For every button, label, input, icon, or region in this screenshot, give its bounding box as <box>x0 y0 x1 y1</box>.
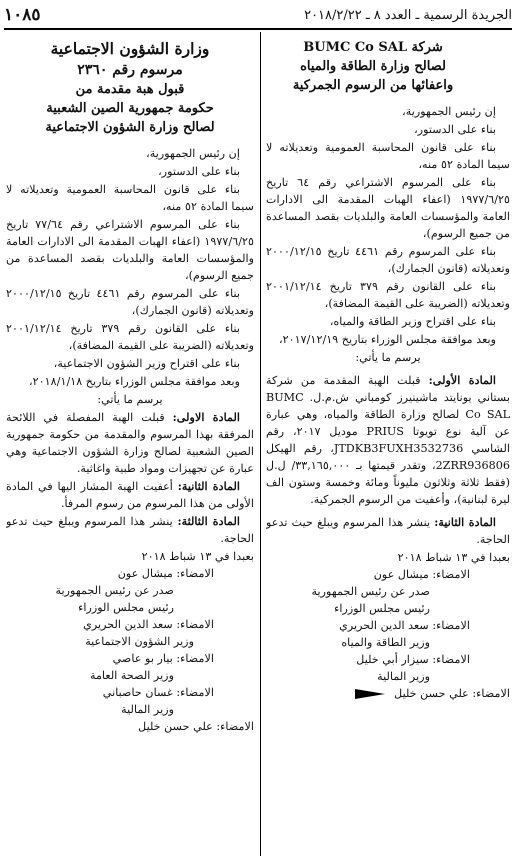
column-divider <box>260 32 261 856</box>
signing-date: بعبدا في ١٣ شباط ٢٠١٨ <box>397 551 510 564</box>
article-3 <box>6 513 254 547</box>
article-text: قبلت الهبة المقدمة من شركة بستاني يونايتد ماشينيرز كومباني ش.م.ل. BUMC Co SAL لصالح وزارة الطاقة والمياه، وهي عبارة عن آلية نوع تويوتا PRIUS موديل ٢٠١٧، رقم الشاسي JTDKB3FUXH3532736، رقم الهيكل 2ZRR936806، وتقدر قيمتها بـ ٣٣,١٦٥,٠٠٠/ ل.ل (فقط ثلاثة وثلاثون مليوناً ومائة وخمسة وستون الف ليرة لبنانية)، وأعفيت من الرسوم الجمركية. <box>266 374 510 506</box>
signature-role: وزير المالية <box>377 670 430 683</box>
article-text: أعفيت الهبة المشار اليها في المادة الأولى من هذا المرسوم من رسوم المرفأ. <box>6 480 254 510</box>
preamble-line: إن رئيس الجمهورية، <box>402 105 496 118</box>
preamble-line: بناء على الدستور، <box>414 123 496 136</box>
preamble-line: بناء على المرسوم رقم ٤٤٦١ تاريخ ٢٠٠٠/١٢/١٥ وتعديلاته (قانون الجمارك)، <box>6 287 254 317</box>
signature <box>266 685 510 702</box>
preamble-line: بناء على القانون رقم ٣٧٩ تاريخ ٢٠٠١/١٢/١٤ وتعديلاته (الضريبة على القيمة المضافة)، <box>6 322 254 352</box>
preamble-line: بناء على قانون المحاسبة العمومية وتعديلاته لا سيما المادة ٥٢ منه، <box>266 141 510 171</box>
signature: الامضاء: ميشال عون <box>373 568 470 581</box>
title-line: حكومة جمهورية الصين الشعبية <box>46 101 214 116</box>
signature: الامضاء: سعد الدين الحريري <box>339 619 470 632</box>
running-header: الجريدة الرسمية ـ العدد ٨ ـ ٢٠١٨/٢/٢٢ <box>304 7 512 23</box>
signature-title: صدر عن رئيس الجمهورية <box>55 584 174 597</box>
preamble-line: وبعد موافقة مجلس الوزراء بتاريخ ٢٠١٧/١٢/١٩، <box>279 333 496 346</box>
article-2 <box>266 514 510 548</box>
preamble-line: بناء على المرسوم الاشتراعي رقم ٧٧/٦٤ تاريخ ١٩٧٧/٦/٢٥ (اعفاء الهبات المقدمة الى الادارات العامة والمؤسسات العامة والبلديات بقصد المساعدة من جميع الرسوم)، <box>6 218 254 282</box>
decree-title-right <box>266 38 510 95</box>
page-header <box>4 4 512 26</box>
signature-role: وزير المالية <box>121 703 174 716</box>
ministry-title: وزارة الشؤون الاجتماعية <box>50 39 210 58</box>
page-number: ١٠٨٥ <box>4 5 41 25</box>
article-2 <box>6 478 254 512</box>
article-label: المادة الثالثة: <box>177 514 240 528</box>
preamble-line: بناء على اقتراح وزير الطاقة والمياه، <box>329 315 496 328</box>
signature-name: الامضاء: علي حسن خليل <box>394 687 510 700</box>
article-text: قبلت الهبة المفصلة في اللائحة المرفقة بهذا المرسوم والمقدمة من حكومة جمهورية الصين الشعبية لصالح وزارة الشؤون الاجتماعية وهي عبارة عن تجهيزات ومواد طبية واغاثية. <box>6 411 254 475</box>
article-1 <box>266 372 510 508</box>
preamble-line: وبعد موافقة مجلس الوزراء بتاريخ ٢٠١٨/١/١٨، <box>29 375 240 388</box>
title-line: قبول هبة مقدمة من <box>75 82 185 97</box>
signature: الامضاء: بيار بو عاصي <box>112 652 214 665</box>
article-label: المادة الاولى: <box>172 410 240 424</box>
signature-role: رئيس مجلس الوزراء <box>334 602 430 615</box>
title-line: واعفائها من الرسوم الجمركية <box>292 78 454 93</box>
signature-role: وزير الصحة العامة <box>90 669 174 682</box>
signature: الامضاء: ميشال عون <box>117 567 214 580</box>
article-label: المادة الثانية: <box>434 515 496 529</box>
preamble-line: بناء على المرسوم رقم ٤٤٦١ تاريخ ٢٠٠٠/١٢/١٥ وتعديلاته (قانون الجمارك)، <box>266 245 510 275</box>
signature: الامضاء: سيزار أبي خليل <box>356 653 470 666</box>
preamble-line: بناء على قانون المحاسبة العمومية وتعديلاته لا سيما المادة ٥٢ منه، <box>6 183 254 213</box>
decree-title-left <box>6 38 254 137</box>
article-label: المادة الثانية: <box>177 479 240 493</box>
decree-number: مرسوم رقم ٢٣٦٠ <box>77 62 183 78</box>
title-line: لصالح وزارة الشؤون الاجتماعية <box>45 120 215 135</box>
signature: الامضاء: علي حسن خليل <box>138 720 254 733</box>
signature-role: وزير الشؤون الاجتماعية <box>85 635 194 648</box>
article-1 <box>6 409 254 477</box>
header-rule <box>4 28 512 30</box>
preamble-line: بناء على القانون رقم ٣٧٩ تاريخ ٢٠٠١/١٢/١٤ وتعديلاته (الضريبة على القيمة المضافة)، <box>266 280 510 310</box>
preamble-line: بناء على الدستور، <box>158 165 240 178</box>
preamble-line: بناء على اقتراح وزير الشؤون الاجتماعية، <box>53 357 240 370</box>
article-label: المادة الأولى: <box>428 373 497 387</box>
preamble-line: بناء على المرسوم الاشتراعي رقم ٦٤ تاريخ ١٩٧٧/٦/٢٥ (اعفاء الهبات المقدمة الى الادارات العامة والمؤسسات العامة والبلديات بقصد المساعدة من جميع الرسوم)، <box>266 176 510 240</box>
right-column <box>266 32 510 856</box>
signature: الامضاء: غسان حاصباني <box>102 686 214 699</box>
signature: الامضاء: سعد الدين الحريري <box>83 618 214 631</box>
signature-role: رئيس مجلس الوزراء <box>78 601 174 614</box>
title-line: لصالح وزارة الطاقة والمياه <box>300 59 446 74</box>
left-column <box>6 32 254 856</box>
article-text: ينشر هذا المرسوم ويبلغ حيث تدعو الحاجة. <box>266 516 510 546</box>
decrees-line: يرسم ما يأتي: <box>97 393 163 406</box>
decrees-line: يرسم ما يأتي: <box>355 351 421 364</box>
signature-title: صدر عن رئيس الجمهورية <box>311 585 430 598</box>
article-text: ينشر هذا المرسوم ويبلغ حيث تدعو الحاجة. <box>6 515 254 545</box>
title-line: شركة BUMC Co SAL <box>303 40 443 55</box>
signature-role: وزير الطاقة والمياه <box>341 636 430 649</box>
preamble-line: إن رئيس الجمهورية، <box>146 147 240 160</box>
signing-date: بعبدا في ١٣ شباط ٢٠١٨ <box>141 550 254 563</box>
end-mark <box>355 689 385 699</box>
